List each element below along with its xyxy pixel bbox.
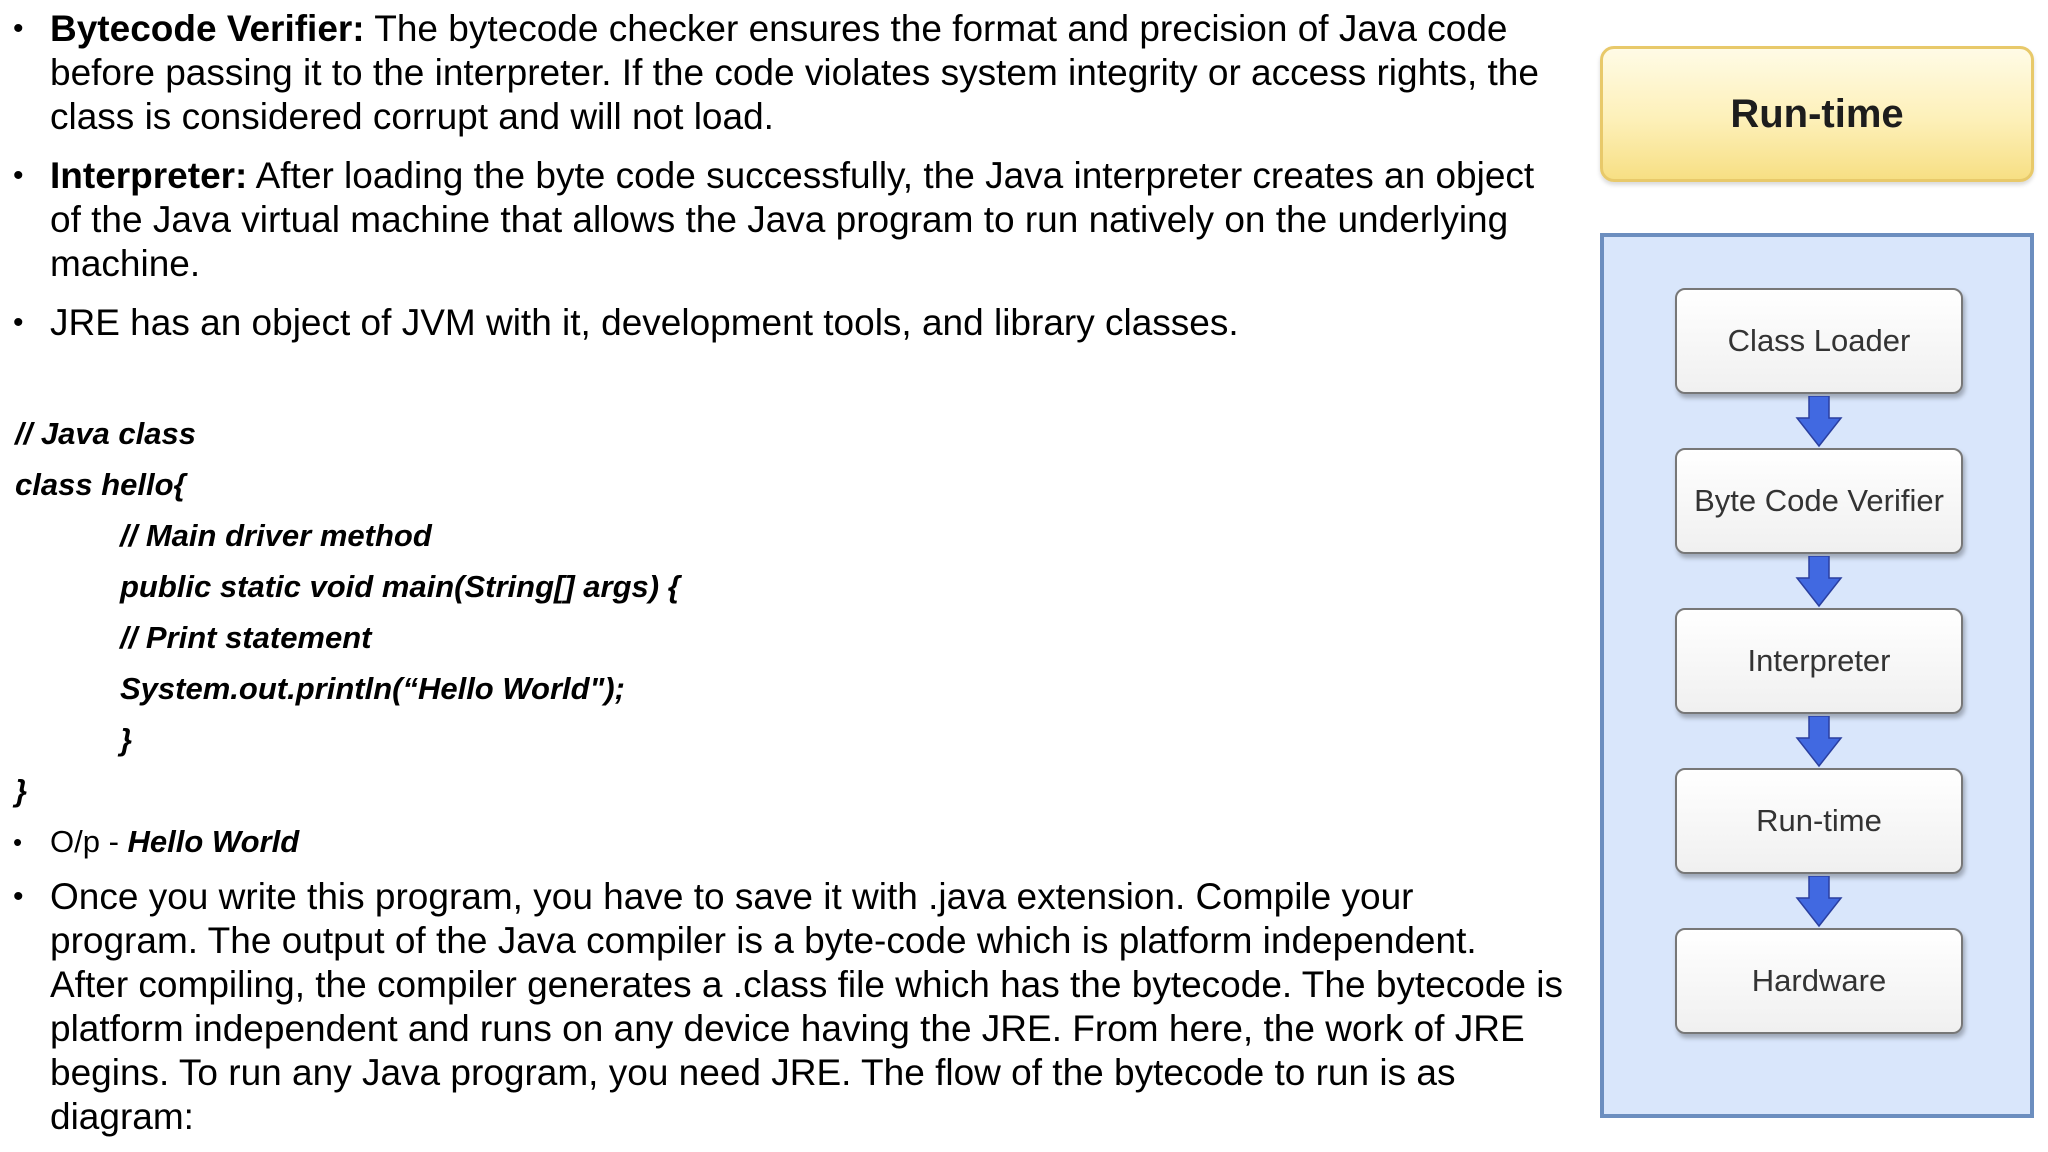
code-line: // Java class bbox=[15, 416, 196, 451]
code-line: } bbox=[120, 722, 133, 757]
stage-label: Class Loader bbox=[1727, 323, 1911, 358]
bullet-dot: • bbox=[13, 12, 24, 45]
runtime-title: Run-time bbox=[1730, 91, 1904, 136]
bullet-line: JRE has an object of JVM with it, development tools, and library classes. bbox=[50, 302, 1239, 343]
bullet-bytecode-verifier bbox=[0, 7, 1539, 139]
code-line: class hello{ bbox=[15, 467, 186, 502]
term-bytecode-verifier: Bytecode Verifier: bbox=[50, 8, 365, 49]
bullet-dot: • bbox=[13, 159, 24, 192]
code-line: // Main driver method bbox=[120, 518, 432, 553]
bullet-interpreter bbox=[0, 154, 1534, 286]
stage-class-loader bbox=[1675, 288, 1963, 394]
runtime-flow-panel bbox=[1600, 233, 2034, 1118]
term-interpreter: Interpreter: bbox=[50, 155, 248, 196]
bullet-line: class is considered corrupt and will not load. bbox=[50, 96, 774, 137]
bullet-text: The bytecode checker ensures the format and precision of Java code bbox=[364, 8, 1508, 49]
down-arrow-icon bbox=[1795, 556, 1843, 608]
bullet-line: After compiling, the compiler generates a .class file which has the bytecode. The bytecode is bbox=[50, 964, 1564, 1005]
bullet-line bbox=[50, 154, 1534, 198]
bullet-line: Once you write this program, you have to save it with .java extension. Compile your bbox=[50, 876, 1414, 917]
runtime-title-box bbox=[1600, 46, 2034, 182]
bullet-line: of the Java virtual machine that allows the Java program to run natively on the underlying bbox=[50, 199, 1509, 240]
down-arrow-icon bbox=[1795, 396, 1843, 448]
code-line: System.out.println(“Hello World"); bbox=[120, 671, 625, 706]
stage-label: Run-time bbox=[1756, 803, 1882, 838]
bullet-line: platform independent and runs on any device having the JRE. From here, the work of JRE bbox=[50, 1008, 1525, 1049]
stage-interpreter bbox=[1675, 608, 1963, 714]
bullet-line: diagram: bbox=[50, 1096, 194, 1137]
bullet-compile bbox=[0, 875, 1563, 1139]
bullet-jre bbox=[0, 301, 1239, 345]
output-label: O/p - bbox=[50, 824, 128, 859]
down-arrow-icon bbox=[1795, 716, 1843, 768]
code-line: public static void main(String[] args) { bbox=[120, 569, 680, 604]
bullet-line bbox=[50, 7, 1539, 51]
stage-label: Interpreter bbox=[1747, 643, 1891, 678]
stage-label: Hardware bbox=[1751, 963, 1887, 998]
down-arrow-icon bbox=[1795, 876, 1843, 928]
bullet-line bbox=[50, 820, 299, 864]
bullet-dot: • bbox=[13, 306, 24, 339]
stage-hardware bbox=[1675, 928, 1963, 1034]
stage-byte-code-verifier bbox=[1675, 448, 1963, 554]
stage-label: Byte Code Verifier bbox=[1694, 483, 1944, 518]
bullet-output bbox=[0, 820, 299, 864]
bullet-line: machine. bbox=[50, 243, 201, 284]
output-value: Hello World bbox=[127, 824, 300, 859]
bullet-text: After loading the byte code successfully, the Java interpreter creates an object bbox=[247, 155, 1535, 196]
code-line: // Print statement bbox=[120, 620, 372, 655]
bullet-dot: • bbox=[13, 827, 23, 857]
bullet-line: before passing it to the interpreter. If the code violates system integrity or access rights, the bbox=[50, 52, 1539, 93]
bullet-line: program. The output of the Java compiler is a byte-code which is platform independent. bbox=[50, 920, 1477, 961]
code-line: } bbox=[15, 773, 28, 808]
bullet-dot: • bbox=[13, 880, 24, 913]
bullet-line: begins. To run any Java program, you need JRE. The flow of the bytecode to run is as bbox=[50, 1052, 1456, 1093]
stage-run-time bbox=[1675, 768, 1963, 874]
